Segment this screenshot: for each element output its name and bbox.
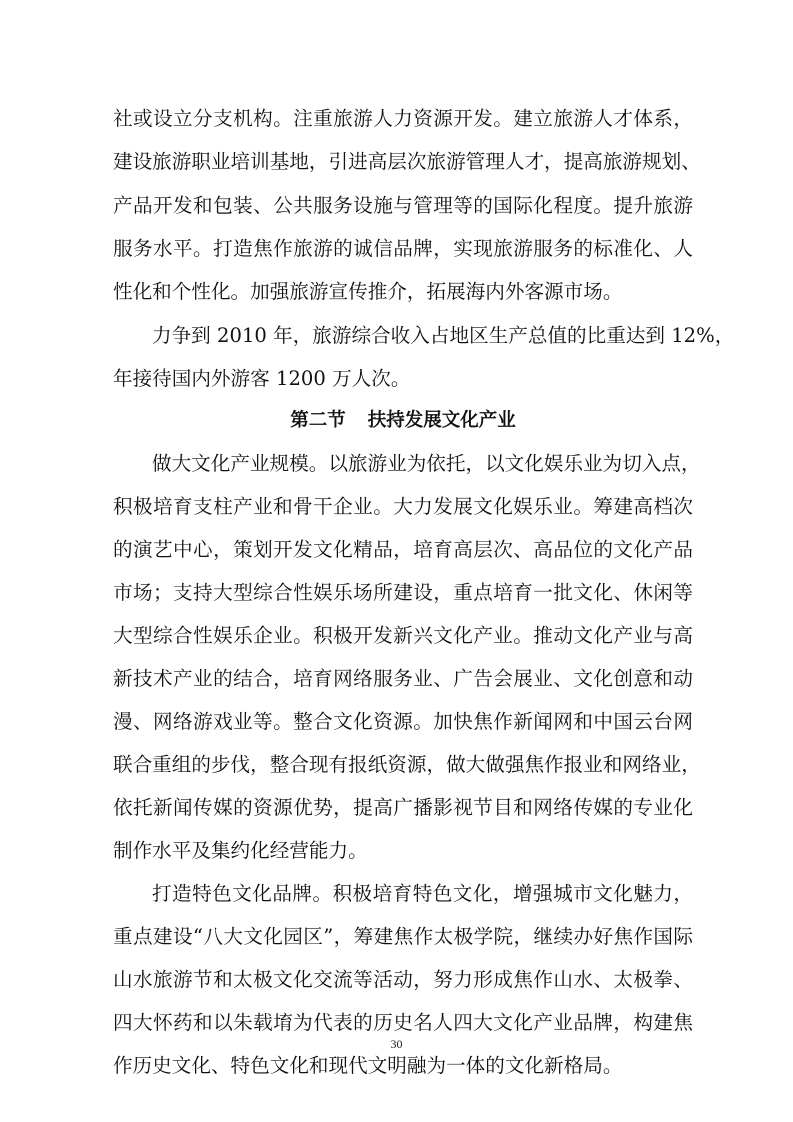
- text-line: 四大怀药和以朱载堉为代表的历史名人四大文化产业品牌，构建焦: [113, 1011, 693, 1034]
- text-line: 力争到 2010 年，旅游综合收入占地区生产总值的比重达到 12%，: [152, 324, 735, 347]
- text-line: 市场；支持大型综合性娱乐场所建设，重点培育一批文化、休闲等: [113, 581, 693, 604]
- text-line: 社或设立分支机构。注重旅游人力资源开发。建立旅游人才体系，: [113, 107, 693, 130]
- text-line: 山水旅游节和太极文化交流等活动，努力形成焦作山水、太极拳、: [113, 968, 693, 991]
- text-line: 的演艺中心，策划开发文化精品，培育高层次、高品位的文化产品: [113, 538, 693, 561]
- text-line: 新技术产业的结合，培育网络服务业、广告会展业、文化创意和动: [113, 667, 693, 690]
- text-line: 服务水平。打造焦作旅游的诚信品牌，实现旅游服务的标准化、人: [113, 237, 693, 260]
- section-title: 扶持发展文化产业: [367, 410, 516, 431]
- text-line: 性化和个性化。加强旅游宣传推介，拓展海内外客源市场。: [113, 280, 623, 303]
- text-line: 年接待国内外游客 1200 万人次。: [113, 367, 411, 390]
- section-number: 第二节: [290, 410, 346, 431]
- text-line: 大型综合性娱乐企业。积极开发新兴文化产业。推动文化产业与高: [113, 624, 693, 647]
- text-line: 打造特色文化品牌。积极培育特色文化，增强城市文化魅力，: [152, 882, 693, 905]
- text-line: 做大文化产业规模。以旅游业为依托，以文化娱乐业为切入点，: [152, 452, 701, 475]
- text-line: 建设旅游职业培训基地，引进高层次旅游管理人才，提高旅游规划、: [113, 150, 701, 173]
- text-line: 依托新闻传媒的资源优势，提高广播影视节目和网络传媒的专业化: [113, 796, 693, 819]
- page-number: 30: [390, 1037, 403, 1051]
- text-line: 漫、网络游戏业等。整合文化资源。加快焦作新闻网和中国云台网: [113, 710, 693, 733]
- text-line: 作历史文化、特色文化和现代文明融为一体的文化新格局。: [113, 1054, 623, 1077]
- text-line: 联合重组的步伐，整合现有报纸资源，做大做强焦作报业和网络业，: [113, 753, 701, 776]
- text-line: 积极培育支柱产业和骨干企业。大力发展文化娱乐业。筹建高档次: [113, 495, 693, 518]
- text-line: 重点建设“八大文化园区”，筹建焦作太极学院，继续办好焦作国际: [113, 925, 693, 948]
- section-heading: [113, 398, 693, 444]
- text-line: 制作水平及集约化经营能力。: [113, 839, 368, 862]
- text-line: 产品开发和包装、公共服务设施与管理等的国际化程度。提升旅游: [113, 194, 693, 217]
